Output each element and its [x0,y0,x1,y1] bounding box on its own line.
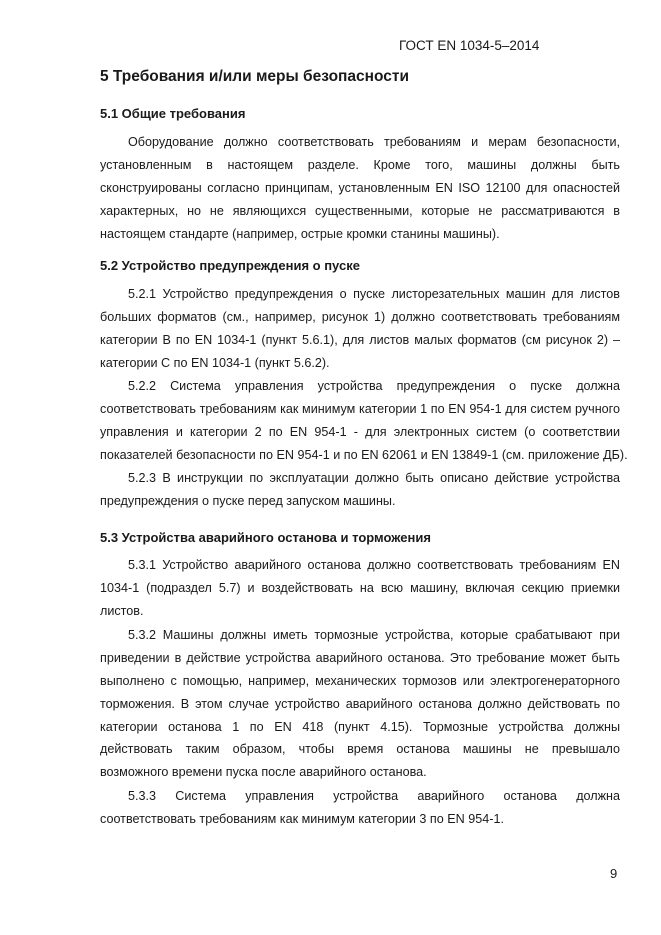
text-line: 5.3.1 Устройство аварийного останова должно соответствовать требованиям EN [128,558,620,572]
text-line: сконструированы согласно принципам, установленным EN ISO 12100 для опасностей [100,180,620,195]
subsection-heading: 5.2 Устройство предупреждения о пуске [100,258,360,273]
text-line: категории С по EN 1034-1 (пункт 5.6.2). [100,355,330,370]
text-line: листов. [100,603,144,618]
text-line: больших форматов (см., например, рисунок 1) должно соответствовать требованиям [100,309,620,324]
text-line: настоящем стандарте (например, острые кромки станины машины). [100,226,500,241]
text-line: предупреждения о пуске перед запуском машины. [100,493,396,508]
page-number: 9 [610,866,618,881]
paragraph [100,467,620,513]
text-line: 5.2.2 Система управления устройства предупреждения о пуске должна [128,379,620,393]
text-line: категории останова 1 по EN 418 (пункт 4.15). Тормозные устройства должны [100,719,620,734]
subsection-heading: 5.1 Общие требования [100,106,246,121]
paragraph [100,624,620,784]
text-line: управления и категории 2 по EN 954-1 - для электронных систем (о соответствии [100,424,620,439]
section-title: 5 Требования и/или меры безопасности [100,68,410,85]
paragraph [100,785,620,831]
paragraph [100,283,620,375]
text-line: соответствовать требованиям как минимум категории 1 по EN 954-1 для систем ручного [100,401,620,416]
text-line: торможения. В этом случае устройство аварийного останова должно действовать по [100,696,620,711]
text-line: категории В по EN 1034-1 (пункт 5.6.1), для листов малых форматов (см рисунок 2) – [100,332,620,347]
text-line: 1034-1 (подраздел 5.7) и воздействовать на всю машину, включая секцию приемки [100,580,620,595]
text-line: соответствовать требованиям как минимум категории 3 по EN 954-1. [100,811,504,826]
text-line: приведении в действие устройства аварийного останова. Это требование может быть [100,650,620,665]
text-line: 5.2.1 Устройство предупреждения о пуске листорезательных машин для листов [128,287,620,301]
text-line: действовать таким образом, чтобы время останова машины не превышало [100,742,620,757]
text-line: 5.3.3 Система управления устройства аварийного останова должна [128,789,620,803]
text-line: возможного времени пуска после аварийного останова. [100,765,427,780]
text-line: 5.2.3 В инструкции по эксплуатации должно быть описано действие устройства [128,471,620,485]
text-line: показателей безопасности по EN 954-1 и по EN 62061 и EN 13849-1 (см. приложение ДБ). [100,447,628,462]
text-line: установленным в настоящем разделе. Кроме того, машины должны быть [100,157,620,172]
document-header: ГОСТ EN 1034-5–2014 [399,38,540,53]
paragraph [100,131,620,245]
paragraph [100,554,620,623]
subsection-heading: 5.3 Устройства аварийного останова и торможения [100,530,431,545]
text-line: Оборудование должно соответствовать требованиям и мерам безопасности, [128,135,620,149]
paragraph [100,375,628,467]
text-line: характерных, но не являющихся существенными, которые не рассматриваются в [100,203,620,218]
text-line: выполнено с помощью, например, механических тормозов или электрогенераторного [100,673,620,688]
text-line: 5.3.2 Машины должны иметь тормозные устройства, которые срабатывают при [128,628,620,642]
